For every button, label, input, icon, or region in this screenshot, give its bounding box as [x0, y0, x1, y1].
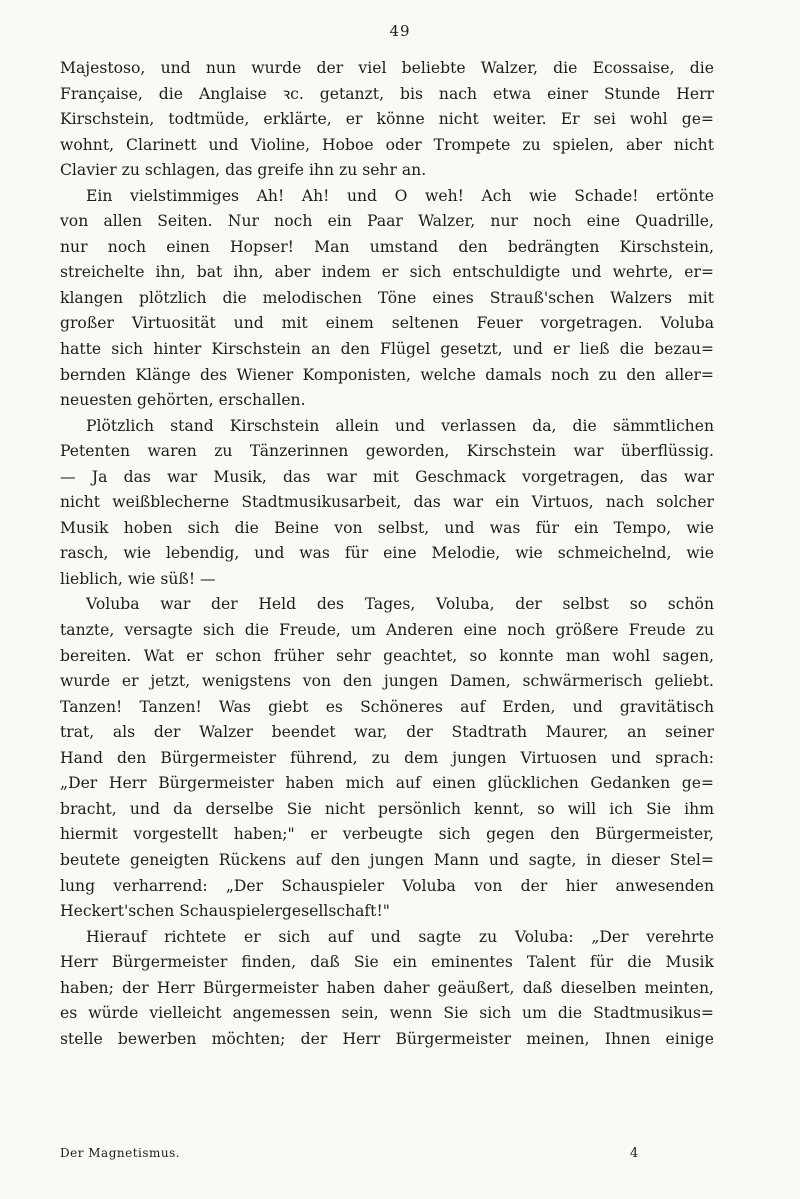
- text-line: Heckert'schen Schauspielergesellschaft!": [60, 902, 390, 921]
- page-footer: [60, 1146, 714, 1166]
- text-line: lung verharrend: „Der Schauspieler Voluba von der hier anwesenden: [60, 876, 714, 895]
- text-line: Musik hoben sich die Beine von selbst, und was für ein Tempo, wie: [60, 518, 714, 537]
- text-line: wurde er jetzt, wenigstens von den jungen Damen, schwärmerisch geliebt.: [60, 672, 714, 691]
- text-line: Hierauf richtete er sich auf und sagte zu Voluba: „Der verehrte: [86, 927, 714, 946]
- text-line: von allen Seiten. Nur noch ein Paar Walzer, nur noch eine Quadrille,: [60, 212, 714, 231]
- text-line: rasch, wie lebendig, und was für eine Melodie, wie schmeichelnd, wie: [60, 544, 714, 563]
- signature-mark: 4: [630, 1146, 639, 1161]
- text-line: Ein vielstimmiges Ah! Ah! und O weh! Ach wie Schade! ertönte: [86, 186, 714, 205]
- text-line: klangen plötzlich die melodischen Töne eines Strauß'schen Walzers mit: [60, 288, 714, 307]
- text-line: Plötzlich stand Kirschstein allein und verlassen da, die sämmtlichen: [86, 416, 714, 435]
- text-line: — Ja das war Musik, das war mit Geschmack vorgetragen, das war: [60, 467, 714, 486]
- text-line: bernden Klänge des Wiener Komponisten, welche damals noch zu den aller=: [60, 365, 714, 384]
- text-line: neuesten gehörten, erschallen.: [60, 391, 306, 410]
- text-line: lieblich, wie süß! —: [60, 569, 216, 588]
- text-line: Clavier zu schlagen, das greife ihn zu sehr an.: [60, 161, 427, 180]
- text-line: beutete geneigten Rückens auf den jungen Mann und sagte, in dieser Stel=: [60, 850, 714, 869]
- text-line: Kirschstein, todtmüde, erklärte, er könne nicht weiter. Er sei wohl ge=: [60, 110, 714, 129]
- text-line: wohnt, Clarinett und Violine, Hoboe oder Trompete zu spielen, aber nicht: [60, 135, 714, 154]
- text-line: nicht weißblecherne Stadtmusikusarbeit, das war ein Virtuos, nach solcher: [60, 493, 714, 512]
- text-line: bracht, und da derselbe Sie nicht persönlich kennt, so will ich Sie ihm: [60, 799, 714, 818]
- text-line: Voluba war der Held des Tages, Voluba, der selbst so schön: [86, 595, 714, 614]
- text-line: Herr Bürgermeister finden, daß Sie ein eminentes Talent für die Musik: [60, 953, 714, 972]
- footer-running-title: Der Magnetismus.: [60, 1146, 181, 1160]
- text-line: Française, die Anglaise ꝛc. getanzt, bis nach etwa einer Stunde Herr: [60, 84, 714, 103]
- text-line: nur noch einen Hopser! Man umstand den bedrängten Kirschstein,: [60, 237, 714, 256]
- text-line: bereiten. Wat er schon früher sehr geachtet, so konnte man wohl sagen,: [60, 646, 714, 665]
- text-line: Tanzen! Tanzen! Was giebt es Schöneres auf Erden, und gravitätisch: [60, 697, 714, 716]
- text-line: Majestoso, und nun wurde der viel beliebte Walzer, die Ecossaise, die: [60, 59, 714, 77]
- text-line: hiermit vorgestellt haben;" er verbeugte sich gegen den Bürgermeister,: [60, 825, 714, 844]
- text-line: Hand den Bürgermeister führend, zu dem jungen Virtuosen und sprach:: [60, 748, 714, 767]
- text-line: haben; der Herr Bürgermeister haben daher geäußert, daß dieselben meinten,: [60, 978, 714, 997]
- text-line: trat, als der Walzer beendet war, der Stadtrath Maurer, an seiner: [60, 723, 714, 742]
- text-line: stelle bewerben möchten; der Herr Bürgermeister meinen, Ihnen einige: [60, 1029, 714, 1048]
- text-line: hatte sich hinter Kirschstein an den Flügel gesetzt, und er ließ die bezau=: [60, 340, 714, 359]
- text-line: es würde vielleicht angemessen sein, wenn Sie sich um die Stadtmusikus=: [60, 1004, 714, 1023]
- body-text: [60, 56, 714, 1052]
- text-line: tanzte, versagte sich die Freude, um Anderen eine noch größere Freude zu: [60, 621, 714, 640]
- text-line: Petenten waren zu Tänzerinnen geworden, Kirschstein war überflüssig.: [60, 442, 714, 461]
- text-line: „Der Herr Bürgermeister haben mich auf einen glücklichen Gedanken ge=: [60, 774, 714, 793]
- page-number: 49: [389, 22, 411, 40]
- text-line: streichelte ihn, bat ihn, aber indem er sich entschuldigte und wehrte, er=: [60, 263, 714, 282]
- text-line: großer Virtuosität und mit einem seltenen Feuer vorgetragen. Voluba: [60, 314, 714, 333]
